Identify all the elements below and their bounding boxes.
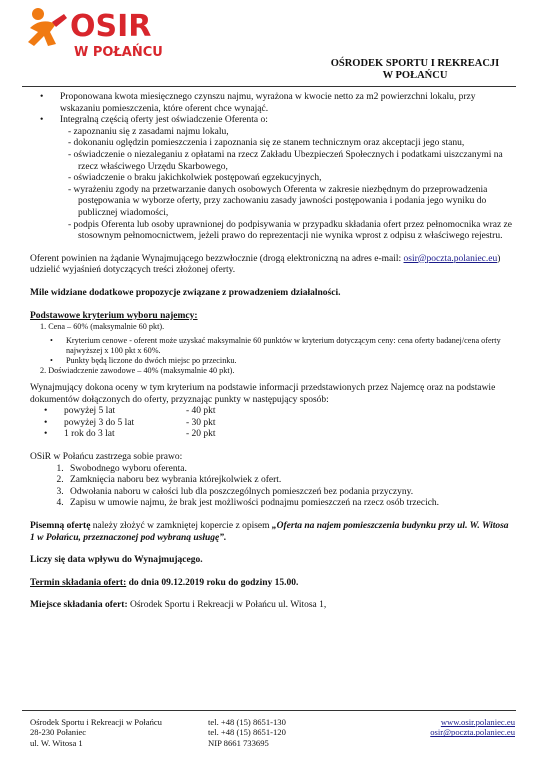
org-line-1: OŚRODEK SPORTU I REKREACJI [330, 58, 500, 69]
list-item: • Integralną częścią oferty jest oświadczenie Oferenta o: [30, 115, 515, 127]
email-link[interactable]: osir@poczta.polaniec.eu [403, 253, 498, 264]
table-row: • 1 rok do 3 lat - 20 pkt [44, 429, 216, 440]
footer-email-link[interactable]: osir@poczta.polaniec.eu [430, 727, 515, 738]
criteria-sub-item: • Punkty będą liczone do dwóch miejsc po przecinku. [30, 356, 515, 366]
document-body [30, 92, 515, 612]
runner-icon [28, 8, 67, 46]
header-divider [22, 86, 516, 87]
list-item: - podpis Oferenta lub osoby uprawnionej do podpisywania w przypadku składania ofert przez pełnomocnika wraz ze stosownym pełnomocnictwem, jeżeli prawo do reprezentacji nie wynika wprost z odpisu z właściwego rejestru. [68, 219, 512, 242]
place-line: Miejsce składania ofert: Ośrodek Sportu i Rekreacji w Połańcu ul. Witosa 1, [30, 600, 327, 611]
footer-links [360, 717, 515, 738]
rights-intro: OSiR w Połańcu zastrzega sobie prawo: [30, 452, 183, 463]
criteria-heading: Podstawowe kryterium wyboru najemcy: [30, 310, 198, 321]
criteria-item-experience: 2. Doświadczenie zawodowe – 40% (maksymalnie 40 pkt). [40, 366, 235, 376]
clarification-paragraph: Oferent powinien na żądanie Wynajmującego bezzwłocznie (drogą elektroniczną na adres e-mail: osir@poczta.polaniec.eu) udzielić wyjaśnień dotyczących treści złożonej oferty. [30, 253, 501, 276]
list-item: - oświadczenie o braku jakichkolwiek postępowań egzekucyjnych, [68, 173, 322, 184]
list-item: - dokonaniu oględzin pomieszczenia i zapoznania się ze stanem technicznym oraz akceptacji jego stanu, [68, 138, 465, 149]
criteria-sub-item: • Kryterium cenowe - oferent może uzyskać maksymalnie 60 punktów w kryterium dotyczącym ceny: cena oferty badanej/cena oferty najwyższej x 100 pkt x 60%. [30, 336, 515, 356]
offer-requirements-list [30, 92, 515, 127]
list-item: - wyrażeniu zgody na przetwarzanie danych osobowych Oferenta w zakresie niezbędnym do przeprowadzenia postępowania w wyborze oferty, przy zachowaniu zasady jawności postępowania i podania jego wyniku do publicznej wiadomości, [68, 184, 488, 218]
list-item: 4. Zapisu w umowie najmu, że brak jest możliwości podnajmu pomieszczeń na rzecz osób trzecich. [66, 498, 515, 510]
footer-address: Ośrodek Sportu i Rekreacji w Połańcu 28-230 Połaniec ul. W. Witosa 1 [30, 717, 162, 748]
osir-logo [26, 6, 201, 66]
points-table [44, 406, 216, 441]
logo-text-main: OSIR [70, 9, 152, 44]
submission-paragraph: Pisemną ofertę należy złożyć w zamkniętej kopercie z opisem „Oferta na najem pomieszczenia budynku przy ul. W. Witosa 1 w Połańcu, przeznaczonej pod wybraną usługę”. [30, 521, 509, 543]
list-item: - oświadczenie o niezaleganiu z opłatami na rzecz Zakładu Ubezpieczeń Społecznych i podatkami uiszczanymi na rzecz właściwego Urzędu Skarbowego, [68, 149, 503, 172]
list-item: - zapoznaniu się z zasadami najmu lokalu, [68, 126, 229, 137]
footer-divider [22, 710, 516, 711]
logo-text-sub: W POŁAŃCU [74, 45, 163, 60]
footer-contact: tel. +48 (15) 8651-130 tel. +48 (15) 8651-120 NIP 8661 733695 [208, 717, 286, 748]
rights-list [30, 464, 515, 510]
criteria-list [30, 322, 515, 376]
org-line-2: W POŁAŃCU [382, 70, 448, 81]
table-row: • powyżej 5 lat - 40 pkt [44, 406, 216, 417]
organization-title [300, 58, 530, 82]
list-item: 3. Odwołania naboru w całości lub dla poszczególnych pomieszczeń bez podania przyczyny. [66, 487, 515, 499]
declaration-list [30, 127, 515, 243]
list-item: 1. Swobodnego wyboru oferenta. [66, 464, 515, 476]
table-row: • powyżej 3 do 5 lat - 30 pkt [44, 417, 216, 428]
deadline-line: Termin składania ofert: do dnia 09.12.2019 roku do godziny 15.00. [30, 577, 299, 588]
list-item: 2. Zamknięcia naboru bez wybrania którejkolwiek z ofert. [66, 475, 515, 487]
evaluation-paragraph: Wynajmujący dokona oceny w tym kryterium na podstawie informacji przedstawionych przez Najemcę oraz na podstawie dokumentów dołączonych do oferty, przyznając punkty w następujący sposób: [30, 383, 496, 405]
extra-proposals-note: Mile widziane dodatkowe propozycje związane z prowadzeniem działalności. [30, 287, 341, 298]
list-item: • Proponowana kwota miesięcznego czynszu najmu, wyrażona w kwocie netto za m2 powierzchni lokalu, przy wskazaniu pomieszczenia, które oferent chce wynająć. [30, 92, 515, 115]
criteria-item-price: 1. Cena – 60% (maksymalnie 60 pkt). [40, 322, 165, 332]
arrival-date-note: Liczy się data wpływu do Wynajmującego. [30, 555, 203, 566]
website-link[interactable]: www.osir.polaniec.eu [440, 717, 515, 727]
